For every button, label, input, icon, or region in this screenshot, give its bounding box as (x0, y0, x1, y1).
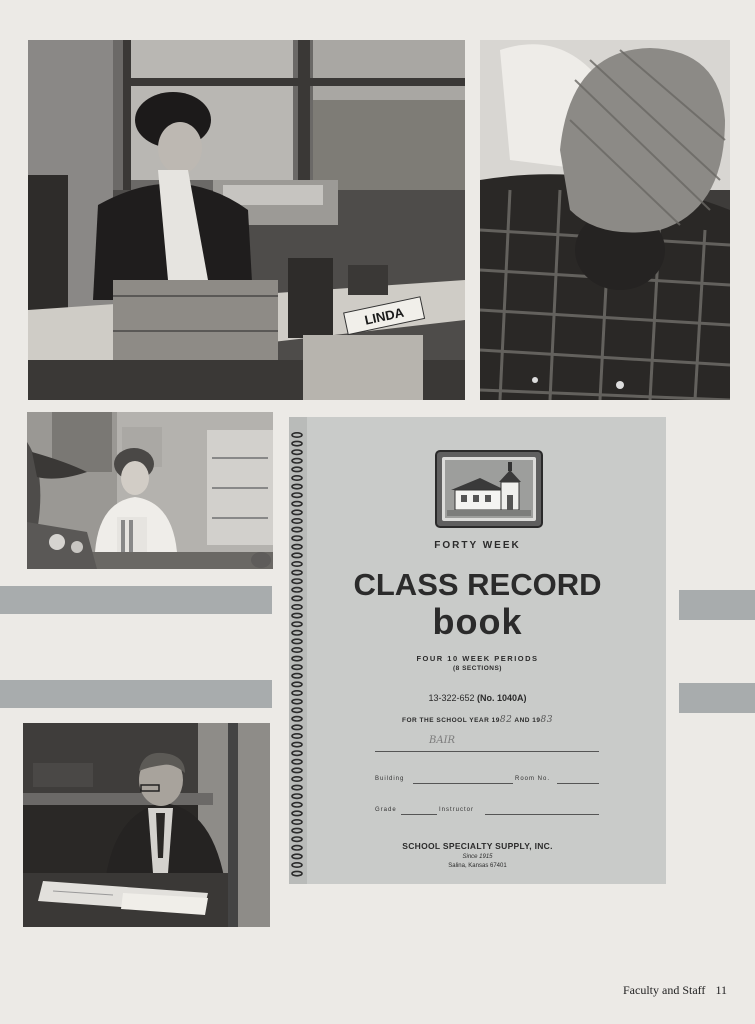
year-prefix: FOR THE SCHOOL YEAR 19 (402, 717, 500, 724)
grade-label: Grade (375, 807, 397, 813)
catalog-number (289, 693, 666, 703)
publisher-established: Since 1915 (462, 854, 493, 860)
year-from: 82 (499, 715, 513, 725)
photo-man-reading (23, 723, 270, 927)
accent-bar-right-lower (679, 683, 755, 713)
periods-label: FOUR 10 WEEK PERIODS (416, 654, 539, 663)
sections-label: (8 SECTIONS) (453, 665, 502, 672)
page-number: 11 (715, 983, 727, 997)
schoolhouse-emblem (435, 450, 543, 528)
nameplate-text: LINDA (363, 304, 406, 328)
year-mid: AND 19 (514, 717, 541, 724)
room-label: Room No. (515, 776, 551, 782)
handwritten-name: BAIR (429, 735, 456, 746)
catalog-code: 13-322-652 (428, 693, 475, 703)
room-line (557, 783, 599, 784)
accent-bar-right-upper (679, 590, 755, 620)
name-line (375, 751, 599, 752)
publisher-name: SCHOOL SPECIALTY SUPPLY, INC. (402, 841, 553, 851)
school-year-line (289, 715, 666, 725)
book-subtitle: book (432, 601, 523, 642)
publisher-city: Salina, Kansas 67401 (448, 863, 507, 869)
building-line (413, 783, 513, 784)
photo-woman-at-desk (27, 412, 273, 569)
accent-bar-left-upper (0, 586, 272, 614)
accent-bar-left-lower (0, 680, 272, 708)
spiral-binding (289, 417, 307, 884)
weeks-label: FORTY WEEK (434, 540, 521, 551)
book-title: CLASS RECORD (353, 567, 602, 602)
photo-secretary-at-desk (28, 40, 465, 400)
instructor-line (485, 814, 599, 815)
page-footer (623, 983, 727, 998)
photo-student-in-cap (480, 40, 730, 400)
grade-line (401, 814, 437, 815)
year-to: 83 (540, 715, 553, 725)
instructor-label: Instructor (439, 807, 475, 813)
building-label: Building (375, 776, 405, 782)
class-record-book-cover (289, 417, 666, 884)
section-title: Faculty and Staff (623, 983, 706, 997)
model-number: (No. 1040A) (477, 693, 527, 703)
